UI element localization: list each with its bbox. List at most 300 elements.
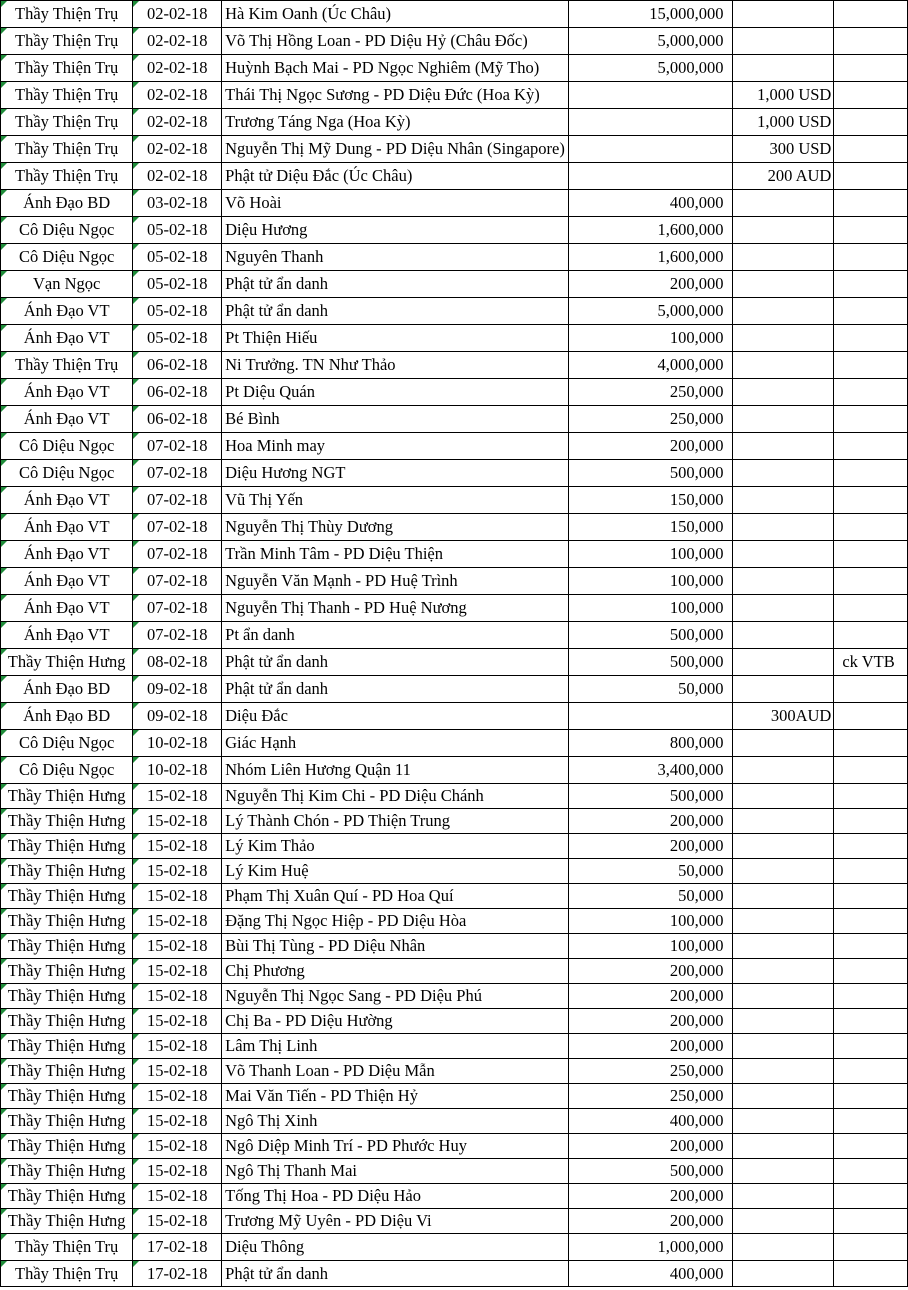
amount-foreign-cell[interactable] — [732, 1009, 834, 1034]
date-cell[interactable]: 02-02-18 — [133, 28, 222, 55]
collector-cell[interactable]: Ánh Đạo VT — [1, 487, 133, 514]
donor-cell[interactable]: Mai Văn Tiến - PD Thiện Hỷ — [222, 1084, 569, 1109]
note-cell[interactable] — [834, 984, 908, 1009]
amount-vnd-cell[interactable] — [568, 136, 732, 163]
amount-vnd-cell[interactable]: 500,000 — [568, 1159, 732, 1184]
note-cell[interactable] — [834, 1034, 908, 1059]
collector-cell[interactable]: Ánh Đạo BD — [1, 676, 133, 703]
amount-foreign-cell[interactable] — [732, 1109, 834, 1134]
amount-vnd-cell[interactable]: 200,000 — [568, 959, 732, 984]
donor-cell[interactable]: Võ Thị Hồng Loan - PD Diệu Hỷ (Châu Đốc) — [222, 28, 569, 55]
note-cell[interactable] — [834, 82, 908, 109]
date-cell[interactable]: 05-02-18 — [133, 298, 222, 325]
amount-vnd-cell[interactable]: 5,000,000 — [568, 298, 732, 325]
date-cell[interactable]: 15-02-18 — [133, 784, 222, 809]
table-row — [1, 109, 908, 136]
donor-cell[interactable]: Phật tử ẩn danh — [222, 676, 569, 703]
donor-cell[interactable]: Giác Hạnh — [222, 730, 569, 757]
date-cell[interactable]: 15-02-18 — [133, 1009, 222, 1034]
amount-vnd-cell[interactable]: 200,000 — [568, 1009, 732, 1034]
collector-cell[interactable]: Ánh Đạo VT — [1, 595, 133, 622]
collector-cell[interactable]: Cô Diệu Ngọc — [1, 433, 133, 460]
date-cell[interactable]: 05-02-18 — [133, 217, 222, 244]
amount-foreign-cell[interactable] — [732, 1134, 834, 1159]
amount-vnd-cell[interactable]: 200,000 — [568, 1134, 732, 1159]
collector-cell[interactable]: Cô Diệu Ngọc — [1, 244, 133, 271]
date-cell[interactable]: 15-02-18 — [133, 1159, 222, 1184]
date-cell[interactable]: 10-02-18 — [133, 757, 222, 784]
date-cell[interactable]: 15-02-18 — [133, 959, 222, 984]
amount-vnd-cell[interactable]: 250,000 — [568, 1084, 732, 1109]
amount-vnd-cell[interactable]: 500,000 — [568, 784, 732, 809]
donor-cell[interactable]: Phật tử ẩn danh — [222, 298, 569, 325]
amount-vnd-cell[interactable]: 4,000,000 — [568, 352, 732, 379]
note-cell[interactable] — [834, 28, 908, 55]
collector-cell[interactable]: Thầy Thiện Trụ — [1, 82, 133, 109]
amount-vnd-cell[interactable]: 250,000 — [568, 379, 732, 406]
donor-cell[interactable]: Hoa Minh may — [222, 433, 569, 460]
date-cell[interactable]: 06-02-18 — [133, 406, 222, 433]
date-cell[interactable]: 06-02-18 — [133, 379, 222, 406]
donor-cell[interactable]: Pt Diệu Quán — [222, 379, 569, 406]
note-cell[interactable] — [834, 1009, 908, 1034]
note-cell[interactable] — [834, 568, 908, 595]
donor-cell[interactable]: Nguyễn Thị Thanh - PD Huệ Nương — [222, 595, 569, 622]
table-row — [1, 1034, 908, 1059]
date-cell[interactable]: 15-02-18 — [133, 934, 222, 959]
collector-cell[interactable]: Thầy Thiện Trụ — [1, 136, 133, 163]
date-cell[interactable]: 15-02-18 — [133, 1184, 222, 1209]
date-cell[interactable]: 07-02-18 — [133, 541, 222, 568]
date-cell[interactable]: 07-02-18 — [133, 487, 222, 514]
amount-foreign-cell[interactable] — [732, 541, 834, 568]
donor-cell[interactable]: Chị Ba - PD Diệu Hường — [222, 1009, 569, 1034]
amount-foreign-cell[interactable] — [732, 1234, 834, 1261]
date-cell[interactable]: 05-02-18 — [133, 271, 222, 298]
amount-foreign-cell[interactable] — [732, 460, 834, 487]
date-cell[interactable]: 09-02-18 — [133, 703, 222, 730]
amount-foreign-cell[interactable] — [732, 676, 834, 703]
collector-cell[interactable]: Cô Diệu Ngọc — [1, 730, 133, 757]
amount-vnd-cell[interactable]: 15,000,000 — [568, 1, 732, 28]
donor-cell[interactable]: Trần Minh Tâm - PD Diệu Thiện — [222, 541, 569, 568]
collector-cell[interactable]: Ánh Đạo VT — [1, 325, 133, 352]
amount-vnd-cell[interactable]: 200,000 — [568, 1209, 732, 1234]
collector-cell[interactable]: Cô Diệu Ngọc — [1, 460, 133, 487]
date-cell[interactable]: 15-02-18 — [133, 859, 222, 884]
donor-cell[interactable]: Tống Thị Hoa - PD Diệu Hảo — [222, 1184, 569, 1209]
collector-cell[interactable]: Ánh Đạo VT — [1, 406, 133, 433]
amount-vnd-cell[interactable]: 200,000 — [568, 1184, 732, 1209]
note-cell[interactable] — [834, 884, 908, 909]
donor-cell[interactable]: Trương Mỹ Uyên - PD Diệu Vi — [222, 1209, 569, 1234]
amount-foreign-cell[interactable] — [732, 730, 834, 757]
amount-vnd-cell[interactable] — [568, 82, 732, 109]
date-cell[interactable]: 15-02-18 — [133, 1134, 222, 1159]
date-cell[interactable]: 09-02-18 — [133, 676, 222, 703]
note-cell[interactable] — [834, 1059, 908, 1084]
note-cell[interactable] — [834, 595, 908, 622]
collector-cell[interactable]: Ánh Đạo VT — [1, 622, 133, 649]
amount-foreign-cell[interactable] — [732, 217, 834, 244]
note-cell[interactable] — [834, 1209, 908, 1234]
amount-foreign-cell[interactable] — [732, 859, 834, 884]
amount-vnd-cell[interactable]: 400,000 — [568, 190, 732, 217]
note-cell[interactable] — [834, 909, 908, 934]
amount-foreign-cell[interactable] — [732, 1059, 834, 1084]
amount-foreign-cell[interactable] — [732, 379, 834, 406]
collector-cell[interactable]: Ánh Đạo VT — [1, 298, 133, 325]
collector-cell[interactable]: Thầy Thiện Hưng — [1, 909, 133, 934]
note-cell[interactable] — [834, 959, 908, 984]
amount-foreign-cell[interactable] — [732, 514, 834, 541]
collector-cell[interactable]: Thầy Thiện Hưng — [1, 884, 133, 909]
collector-cell[interactable]: Thầy Thiện Hưng — [1, 834, 133, 859]
amount-foreign-cell[interactable] — [732, 622, 834, 649]
note-cell[interactable] — [834, 784, 908, 809]
amount-foreign-cell[interactable]: 300AUD — [732, 703, 834, 730]
note-cell[interactable] — [834, 379, 908, 406]
amount-foreign-cell[interactable] — [732, 984, 834, 1009]
amount-foreign-cell[interactable] — [732, 784, 834, 809]
amount-vnd-cell[interactable]: 500,000 — [568, 460, 732, 487]
amount-vnd-cell[interactable]: 500,000 — [568, 649, 732, 676]
amount-vnd-cell[interactable]: 1,600,000 — [568, 217, 732, 244]
note-cell[interactable] — [834, 1109, 908, 1134]
collector-cell[interactable]: Thầy Thiện Hưng — [1, 1134, 133, 1159]
collector-cell[interactable]: Thầy Thiện Trụ — [1, 1, 133, 28]
date-cell[interactable]: 05-02-18 — [133, 244, 222, 271]
collector-cell[interactable]: Thầy Thiện Hưng — [1, 1159, 133, 1184]
amount-vnd-cell[interactable]: 200,000 — [568, 433, 732, 460]
note-cell[interactable] — [834, 271, 908, 298]
date-cell[interactable]: 02-02-18 — [133, 136, 222, 163]
amount-foreign-cell[interactable] — [732, 909, 834, 934]
amount-foreign-cell[interactable] — [732, 298, 834, 325]
donor-cell[interactable]: Lý Kim Huệ — [222, 859, 569, 884]
date-cell[interactable]: 15-02-18 — [133, 984, 222, 1009]
amount-vnd-cell[interactable]: 100,000 — [568, 909, 732, 934]
note-cell[interactable] — [834, 514, 908, 541]
note-cell[interactable] — [834, 1234, 908, 1261]
collector-cell[interactable]: Thầy Thiện Trụ — [1, 28, 133, 55]
amount-foreign-cell[interactable] — [732, 28, 834, 55]
donor-cell[interactable]: Huỳnh Bạch Mai - PD Ngọc Nghiêm (Mỹ Tho) — [222, 55, 569, 82]
collector-cell[interactable]: Thầy Thiện Hưng — [1, 1084, 133, 1109]
note-cell[interactable] — [834, 325, 908, 352]
date-cell[interactable]: 17-02-18 — [133, 1261, 222, 1287]
amount-foreign-cell[interactable] — [732, 325, 834, 352]
amount-vnd-cell[interactable]: 100,000 — [568, 541, 732, 568]
note-cell[interactable] — [834, 1084, 908, 1109]
date-cell[interactable]: 02-02-18 — [133, 1, 222, 28]
amount-vnd-cell[interactable]: 1,000,000 — [568, 1234, 732, 1261]
date-cell[interactable]: 02-02-18 — [133, 163, 222, 190]
collector-cell[interactable]: Thầy Thiện Trụ — [1, 1261, 133, 1287]
amount-vnd-cell[interactable]: 5,000,000 — [568, 55, 732, 82]
collector-cell[interactable]: Thầy Thiện Hưng — [1, 959, 133, 984]
collector-cell[interactable]: Thầy Thiện Hưng — [1, 984, 133, 1009]
donor-cell[interactable]: Nguyên Thanh — [222, 244, 569, 271]
collector-cell[interactable]: Ánh Đạo VT — [1, 568, 133, 595]
amount-vnd-cell[interactable]: 200,000 — [568, 1034, 732, 1059]
date-cell[interactable]: 07-02-18 — [133, 433, 222, 460]
donor-cell[interactable]: Võ Hoài — [222, 190, 569, 217]
date-cell[interactable]: 02-02-18 — [133, 109, 222, 136]
donor-cell[interactable]: Lý Kim Thảo — [222, 834, 569, 859]
amount-foreign-cell[interactable] — [732, 487, 834, 514]
amount-foreign-cell[interactable] — [732, 884, 834, 909]
donor-cell[interactable]: Lâm Thị Linh — [222, 1034, 569, 1059]
donor-cell[interactable]: Nguyễn Thị Mỹ Dung - PD Diệu Nhân (Singapore) — [222, 136, 569, 163]
amount-foreign-cell[interactable]: 1,000 USD — [732, 82, 834, 109]
donor-cell[interactable]: Lý Thành Chón - PD Thiện Trung — [222, 809, 569, 834]
donor-cell[interactable]: Thái Thị Ngọc Sương - PD Diệu Đức (Hoa Kỳ) — [222, 82, 569, 109]
date-cell[interactable]: 07-02-18 — [133, 595, 222, 622]
amount-foreign-cell[interactable]: 300 USD — [732, 136, 834, 163]
donor-cell[interactable]: Ngô Thị Thanh Mai — [222, 1159, 569, 1184]
amount-foreign-cell[interactable] — [732, 1159, 834, 1184]
table-row — [1, 676, 908, 703]
date-cell[interactable]: 15-02-18 — [133, 1059, 222, 1084]
collector-cell[interactable]: Thầy Thiện Trụ — [1, 352, 133, 379]
donor-cell[interactable]: Diệu Thông — [222, 1234, 569, 1261]
donor-cell[interactable]: Bùi Thị Tùng - PD Diệu Nhân — [222, 934, 569, 959]
donor-cell[interactable]: Phật tử ẩn danh — [222, 271, 569, 298]
collector-cell[interactable]: Thầy Thiện Trụ — [1, 109, 133, 136]
note-cell[interactable] — [834, 1261, 908, 1287]
amount-foreign-cell[interactable] — [732, 352, 834, 379]
amount-foreign-cell[interactable] — [732, 649, 834, 676]
date-cell[interactable]: 08-02-18 — [133, 649, 222, 676]
collector-cell[interactable]: Thầy Thiện Trụ — [1, 55, 133, 82]
note-cell[interactable] — [834, 1, 908, 28]
amount-foreign-cell[interactable] — [732, 1084, 834, 1109]
donor-cell[interactable]: Bé Bình — [222, 406, 569, 433]
note-cell[interactable] — [834, 1134, 908, 1159]
date-cell[interactable]: 15-02-18 — [133, 909, 222, 934]
amount-vnd-cell[interactable]: 150,000 — [568, 487, 732, 514]
amount-vnd-cell[interactable]: 100,000 — [568, 325, 732, 352]
donor-cell[interactable]: Ni Trưởng. TN Như Thảo — [222, 352, 569, 379]
note-cell[interactable]: ck VTB — [834, 649, 908, 676]
table-row — [1, 959, 908, 984]
donor-cell[interactable]: Pt Thiện Hiếu — [222, 325, 569, 352]
note-cell[interactable] — [834, 809, 908, 834]
date-cell[interactable]: 15-02-18 — [133, 1109, 222, 1134]
collector-cell[interactable]: Thầy Thiện Hưng — [1, 809, 133, 834]
date-cell[interactable]: 02-02-18 — [133, 55, 222, 82]
note-cell[interactable] — [834, 487, 908, 514]
amount-foreign-cell[interactable] — [732, 55, 834, 82]
date-cell[interactable]: 15-02-18 — [133, 834, 222, 859]
note-cell[interactable] — [834, 190, 908, 217]
amount-foreign-cell[interactable] — [732, 757, 834, 784]
amount-foreign-cell[interactable] — [732, 959, 834, 984]
date-cell[interactable]: 02-02-18 — [133, 82, 222, 109]
date-cell[interactable]: 05-02-18 — [133, 325, 222, 352]
note-cell[interactable] — [834, 136, 908, 163]
date-cell[interactable]: 07-02-18 — [133, 514, 222, 541]
amount-foreign-cell[interactable] — [732, 271, 834, 298]
amount-foreign-cell[interactable] — [732, 834, 834, 859]
donor-cell[interactable]: Hà Kim Oanh (Úc Châu) — [222, 1, 569, 28]
collector-cell[interactable]: Thầy Thiện Hưng — [1, 1034, 133, 1059]
note-cell[interactable] — [834, 55, 908, 82]
collector-cell[interactable]: Ánh Đạo BD — [1, 190, 133, 217]
note-cell[interactable] — [834, 298, 908, 325]
date-cell[interactable]: 07-02-18 — [133, 622, 222, 649]
donor-cell[interactable]: Đặng Thị Ngọc Hiệp - PD Diệu Hòa — [222, 909, 569, 934]
note-cell[interactable] — [834, 406, 908, 433]
amount-vnd-cell[interactable] — [568, 163, 732, 190]
note-cell[interactable] — [834, 163, 908, 190]
date-cell[interactable]: 15-02-18 — [133, 1209, 222, 1234]
amount-foreign-cell[interactable] — [732, 433, 834, 460]
date-cell[interactable]: 15-02-18 — [133, 1084, 222, 1109]
date-cell[interactable]: 07-02-18 — [133, 460, 222, 487]
collector-cell[interactable]: Thầy Thiện Hưng — [1, 1109, 133, 1134]
amount-vnd-cell[interactable]: 800,000 — [568, 730, 732, 757]
amount-foreign-cell[interactable] — [732, 595, 834, 622]
donor-cell[interactable]: Diệu Hương — [222, 217, 569, 244]
amount-vnd-cell[interactable]: 250,000 — [568, 1059, 732, 1084]
donor-cell[interactable]: Nguyễn Thị Ngọc Sang - PD Diệu Phú — [222, 984, 569, 1009]
amount-vnd-cell[interactable]: 150,000 — [568, 514, 732, 541]
amount-vnd-cell[interactable]: 500,000 — [568, 622, 732, 649]
collector-cell[interactable]: Ánh Đạo BD — [1, 703, 133, 730]
amount-vnd-cell[interactable]: 200,000 — [568, 834, 732, 859]
amount-foreign-cell[interactable]: 200 AUD — [732, 163, 834, 190]
note-cell[interactable] — [834, 1184, 908, 1209]
donor-cell[interactable]: Trương Táng Nga (Hoa Kỳ) — [222, 109, 569, 136]
amount-vnd-cell[interactable]: 400,000 — [568, 1109, 732, 1134]
note-cell[interactable] — [834, 703, 908, 730]
note-cell[interactable] — [834, 433, 908, 460]
table-row — [1, 1109, 908, 1134]
note-cell[interactable] — [834, 109, 908, 136]
note-cell[interactable] — [834, 1159, 908, 1184]
date-cell[interactable]: 03-02-18 — [133, 190, 222, 217]
donor-cell[interactable]: Pt ẩn danh — [222, 622, 569, 649]
collector-cell[interactable]: Thầy Thiện Hưng — [1, 859, 133, 884]
note-cell[interactable] — [834, 541, 908, 568]
amount-vnd-cell[interactable]: 200,000 — [568, 271, 732, 298]
donor-cell[interactable]: Ngô Thị Xinh — [222, 1109, 569, 1134]
amount-vnd-cell[interactable]: 100,000 — [568, 595, 732, 622]
amount-vnd-cell[interactable] — [568, 109, 732, 136]
amount-foreign-cell[interactable] — [732, 568, 834, 595]
amount-vnd-cell[interactable]: 200,000 — [568, 809, 732, 834]
note-cell[interactable] — [834, 217, 908, 244]
amount-vnd-cell[interactable]: 5,000,000 — [568, 28, 732, 55]
collector-cell[interactable]: Thầy Thiện Hưng — [1, 1184, 133, 1209]
amount-vnd-cell[interactable]: 1,600,000 — [568, 244, 732, 271]
collector-cell[interactable]: Thầy Thiện Hưng — [1, 934, 133, 959]
amount-vnd-cell[interactable]: 3,400,000 — [568, 757, 732, 784]
amount-vnd-cell[interactable]: 50,000 — [568, 859, 732, 884]
amount-foreign-cell[interactable] — [732, 190, 834, 217]
donor-cell[interactable]: Ngô Diệp Minh Trí - PD Phước Huy — [222, 1134, 569, 1159]
amount-foreign-cell[interactable] — [732, 1184, 834, 1209]
table-row — [1, 352, 908, 379]
collector-cell[interactable]: Thầy Thiện Hưng — [1, 1059, 133, 1084]
date-cell[interactable]: 07-02-18 — [133, 568, 222, 595]
note-cell[interactable] — [834, 934, 908, 959]
date-cell[interactable]: 15-02-18 — [133, 1034, 222, 1059]
note-cell[interactable] — [834, 834, 908, 859]
date-cell[interactable]: 17-02-18 — [133, 1234, 222, 1261]
donor-cell[interactable]: Nhóm Liên Hương Quận 11 — [222, 757, 569, 784]
amount-vnd-cell[interactable]: 250,000 — [568, 406, 732, 433]
donor-cell[interactable]: Nguyễn Thị Kim Chi - PD Diệu Chánh — [222, 784, 569, 809]
note-cell[interactable] — [834, 352, 908, 379]
donor-cell[interactable]: Chị Phương — [222, 959, 569, 984]
donor-cell[interactable]: Nguyễn Văn Mạnh - PD Huệ Trình — [222, 568, 569, 595]
amount-vnd-cell[interactable]: 400,000 — [568, 1261, 732, 1287]
collector-cell[interactable]: Thầy Thiện Trụ — [1, 163, 133, 190]
amount-foreign-cell[interactable] — [732, 1, 834, 28]
note-cell[interactable] — [834, 730, 908, 757]
donor-cell[interactable]: Phật tử ẩn danh — [222, 1261, 569, 1287]
collector-cell[interactable]: Cô Diệu Ngọc — [1, 217, 133, 244]
amount-foreign-cell[interactable] — [732, 244, 834, 271]
amount-foreign-cell[interactable] — [732, 1209, 834, 1234]
note-cell[interactable] — [834, 676, 908, 703]
amount-vnd-cell[interactable]: 50,000 — [568, 884, 732, 909]
donor-cell[interactable]: Diệu Hương NGT — [222, 460, 569, 487]
donor-cell[interactable]: Vũ Thị Yến — [222, 487, 569, 514]
amount-foreign-cell[interactable]: 1,000 USD — [732, 109, 834, 136]
amount-vnd-cell[interactable]: 100,000 — [568, 568, 732, 595]
donor-cell[interactable]: Phật tử Diệu Đắc (Úc Châu) — [222, 163, 569, 190]
amount-foreign-cell[interactable] — [732, 1034, 834, 1059]
date-cell[interactable]: 15-02-18 — [133, 809, 222, 834]
collector-cell[interactable]: Thầy Thiện Trụ — [1, 1234, 133, 1261]
amount-vnd-cell[interactable]: 100,000 — [568, 934, 732, 959]
amount-foreign-cell[interactable] — [732, 406, 834, 433]
donor-cell[interactable]: Võ Thanh Loan - PD Diệu Mẫn — [222, 1059, 569, 1084]
collector-cell[interactable]: Thầy Thiện Hưng — [1, 1009, 133, 1034]
note-cell[interactable] — [834, 757, 908, 784]
collector-cell[interactable]: Ánh Đạo VT — [1, 379, 133, 406]
collector-cell[interactable]: Vạn Ngọc — [1, 271, 133, 298]
collector-cell[interactable]: Thầy Thiện Hưng — [1, 649, 133, 676]
note-cell[interactable] — [834, 244, 908, 271]
collector-cell[interactable]: Cô Diệu Ngọc — [1, 757, 133, 784]
note-cell[interactable] — [834, 622, 908, 649]
amount-foreign-cell[interactable] — [732, 1261, 834, 1287]
amount-foreign-cell[interactable] — [732, 934, 834, 959]
amount-vnd-cell[interactable]: 200,000 — [568, 984, 732, 1009]
collector-cell[interactable]: Ánh Đạo VT — [1, 514, 133, 541]
donor-cell[interactable]: Phật tử ẩn danh — [222, 649, 569, 676]
date-cell[interactable]: 15-02-18 — [133, 884, 222, 909]
note-cell[interactable] — [834, 460, 908, 487]
amount-foreign-cell[interactable] — [732, 809, 834, 834]
date-cell[interactable]: 10-02-18 — [133, 730, 222, 757]
date-cell[interactable]: 06-02-18 — [133, 352, 222, 379]
collector-cell[interactable]: Thầy Thiện Hưng — [1, 1209, 133, 1234]
collector-cell[interactable]: Ánh Đạo VT — [1, 541, 133, 568]
note-cell[interactable] — [834, 859, 908, 884]
collector-cell[interactable]: Thầy Thiện Hưng — [1, 784, 133, 809]
amount-vnd-cell[interactable]: 50,000 — [568, 676, 732, 703]
donor-cell[interactable]: Nguyễn Thị Thùy Dương — [222, 514, 569, 541]
donor-cell[interactable]: Phạm Thị Xuân Quí - PD Hoa Quí — [222, 884, 569, 909]
amount-vnd-cell[interactable] — [568, 703, 732, 730]
donor-cell[interactable]: Diệu Đắc — [222, 703, 569, 730]
